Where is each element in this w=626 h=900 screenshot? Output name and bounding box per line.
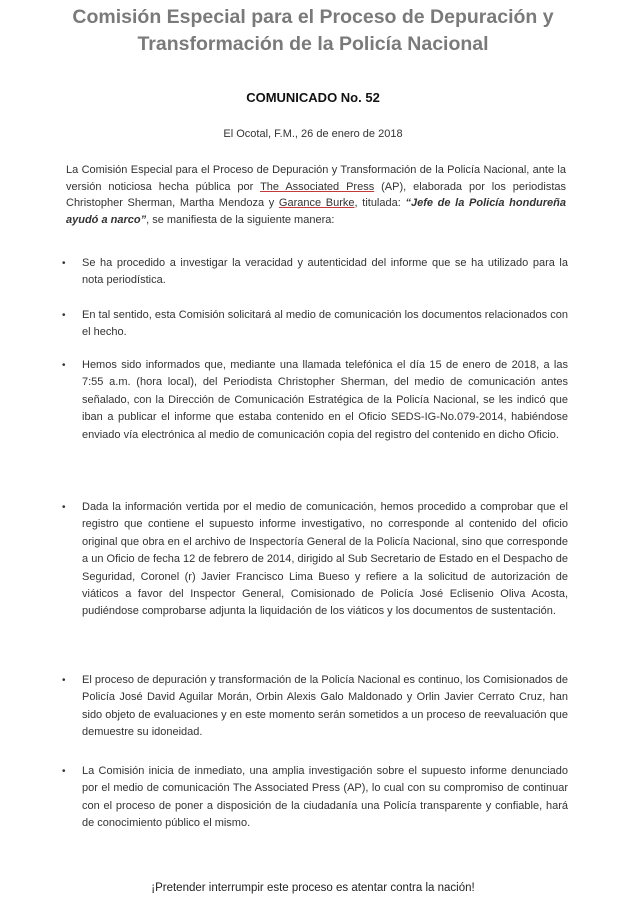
- commission-header: [0, 4, 626, 58]
- intro-text-3: , titulada:: [354, 197, 406, 209]
- bullet-dot-icon: •: [62, 360, 66, 371]
- bullet-dot-icon: •: [62, 310, 66, 321]
- header-line-1: Comisión Especial para el Proceso de Depuración y: [72, 6, 554, 28]
- bullet-item-5: [62, 672, 568, 742]
- closing-statement: ¡Pretender interrumpir este proceso es atentar contra la nación!: [151, 882, 475, 894]
- bullet-text: El proceso de depuración y transformación de la Policía Nacional es continuo, los Comisionados de Policía José David Aguilar Morán, Orbin Alexis Galo Maldonado y Orlin Javier Cerrato Cruz, han sido objeto de evaluaciones y en este momento serán sometidos a un proceso de reevaluación que demuestre su idoneidad.: [82, 674, 568, 739]
- intro-text-4: , se manifiesta de la siguiente manera:: [146, 213, 335, 226]
- journalist-name: Garance Burke: [278, 197, 355, 209]
- bullet-text: Dada la información vertida por el medio de comunicación, hemos procedido a comprobar que el registro que contiene el supuesto informe investigativo, no corresponde al contenido del oficio original que obra en el archivo de Inspectoría General de la Policía Nacional, sino que corresponde a un Oficio de fecha 12 de febrero de 2014, dirigido al Sub Secretario de Estado en el Despacho de Seguridad, Coronel (r) Javier Francisco Lima Bueso y refiere a la solicitud de autorización de viáticos a favor del Inspector General, Comisionado de Policía José Eclisenio Oliva Acosta, pudiéndose comprobarse adjunta la liquidación de los viáticos y los documentos de sustentación.: [82, 501, 568, 618]
- bullet-text: Se ha procedido a investigar la veracidad y autenticidad del informe que se ha utilizado para la nota periodística.: [82, 257, 568, 287]
- article-title: “Jefe de la Policía hondureña ayudó a narco”: [66, 197, 566, 226]
- bullet-item-1: [62, 255, 568, 290]
- bullet-dot-icon: •: [62, 502, 66, 513]
- bullet-item-2: [62, 307, 568, 342]
- associated-press-name: The Associated Press: [260, 180, 375, 193]
- intro-text-2: (AP), elaborada por los periodistas Christopher Sherman, Martha Mendoza y: [66, 180, 566, 209]
- bullet-item-4: [62, 499, 568, 621]
- comunicado-title: COMUNICADO No. 52: [246, 90, 380, 105]
- bullet-text: En tal sentido, esta Comisión solicitará al medio de comunicación los documentos relacionados con el hecho.: [82, 309, 568, 339]
- bullet-dot-icon: •: [62, 766, 66, 777]
- bullet-text: La Comisión inicia de inmediato, una amplia investigación sobre el supuesto informe denunciado por el medio de comunicación The Associated Press (AP), lo cual con su compromiso de continuar con el proceso de poner a disposición de la ciudadanía una Policía transparente y confiable, hará de conocimiento público el mismo.: [82, 765, 568, 830]
- bullet-dot-icon: •: [62, 258, 66, 269]
- intro-text-1: La Comisión Especial para el Proceso de Depuración y Transformación de la Policía Nacional, ante la versión noticiosa hecha pública por: [66, 164, 566, 193]
- bullet-item-3: [62, 357, 568, 444]
- place-date: El Ocotal, F.M., 26 de enero de 2018: [223, 128, 403, 140]
- bullet-text: Hemos sido informados que, mediante una llamada telefónica el día 15 de enero de 2018, a las 7:55 a.m. (hora local), del Periodista Christopher Sherman, del medio de comunicación antes señalado, con la Dirección de Comunicación Estratégica de la Policía Nacional, se les indicó que iban a publicar el informe que estaba contenido en el Oficio SEDS-IG-No.079-2014, habiéndose enviado vía electrónica al medio de comunicación copia del registro del contenido en dicho Oficio.: [82, 359, 568, 441]
- bullet-item-6: [62, 763, 568, 833]
- header-line-2: Transformación de la Policía Nacional: [137, 33, 489, 55]
- bullet-dot-icon: •: [62, 675, 66, 686]
- intro-paragraph: [66, 162, 566, 228]
